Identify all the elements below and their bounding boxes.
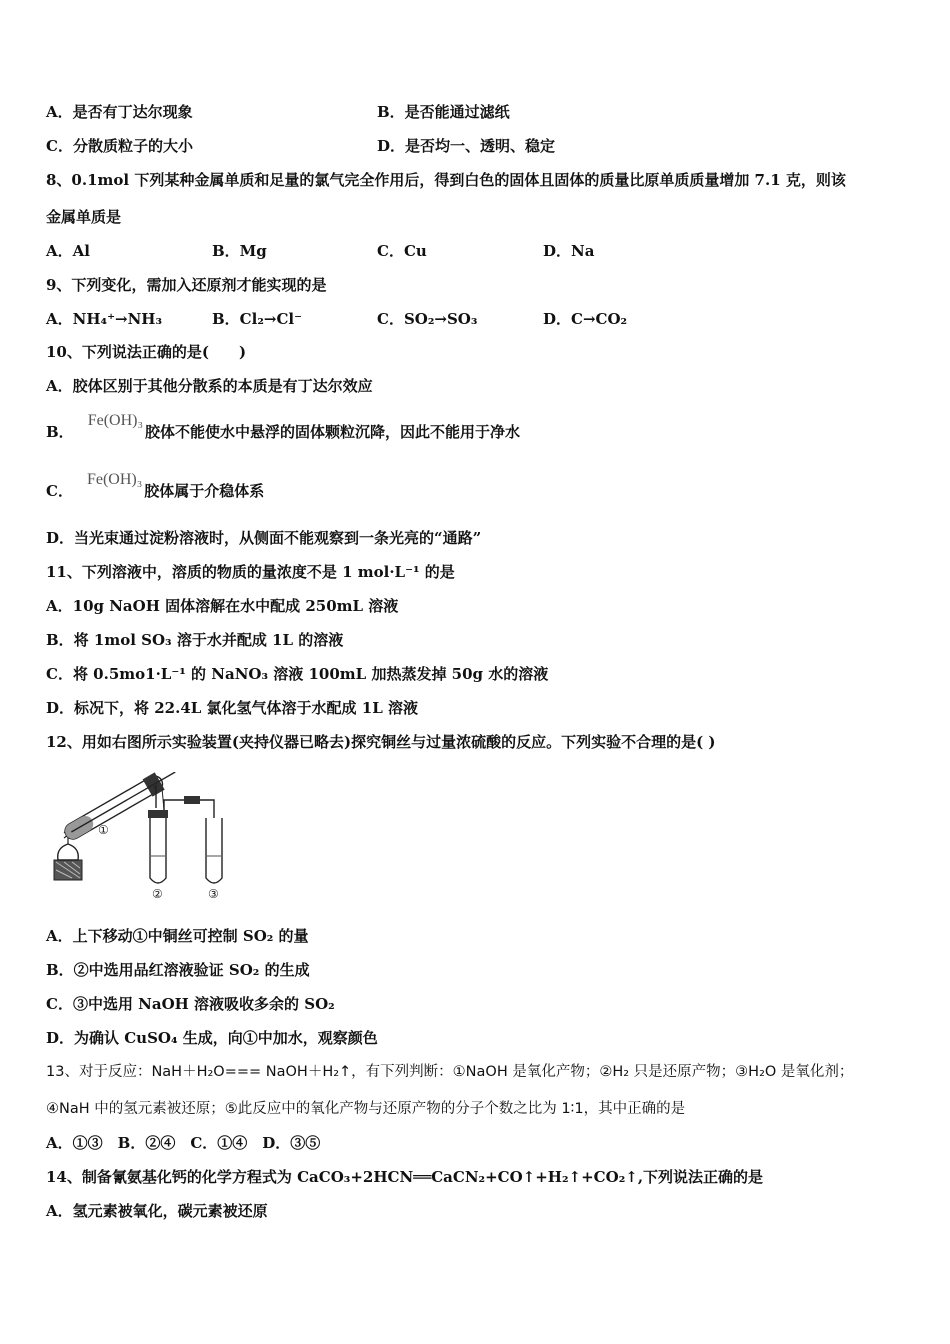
- label-2: ②: [152, 887, 163, 900]
- option-label: B．: [46, 423, 74, 441]
- q10-option-b: [46, 412, 521, 443]
- q7-option-b: B．是否能通过滤纸: [377, 103, 510, 121]
- q9-option-d: D．C→CO₂: [543, 310, 628, 328]
- q8-option-c: C．Cu: [377, 242, 427, 260]
- q11-option-a: A．10g NaOH 固体溶解在水中配成 250mL 溶液: [46, 597, 399, 615]
- q11-stem: 11、下列溶液中，溶质的物质的量浓度不是 1 mol·L⁻¹ 的是: [46, 563, 455, 581]
- q7-option-a: A．是否有丁达尔现象: [46, 103, 193, 121]
- q10-stem: 10、下列说法正确的是( ): [46, 343, 247, 361]
- q8-option-b: B．Mg: [212, 242, 267, 260]
- q9-option-b: B．Cl₂→Cl⁻: [212, 310, 303, 328]
- q12-option-b: B．②中选用品红溶液验证 SO₂ 的生成: [46, 961, 310, 979]
- q12-stem: 12、用如右图所示实验装置(夹持仪器已略去)探究铜丝与过量浓硫酸的反应。下列实验不合理的是( ): [46, 733, 716, 751]
- q12-option-a: A．上下移动①中铜丝可控制 SO₂ 的量: [46, 927, 309, 945]
- q10-option-c: [46, 471, 265, 502]
- q14-option-a: A．氢元素被氧化，碳元素被还原: [46, 1202, 268, 1220]
- fe-oh3-formula: Fe(OH)₃: [87, 412, 144, 429]
- q10-option-d: D．当光束通过淀粉溶液时，从侧面不能观察到一条光亮的“通路”: [46, 529, 482, 547]
- label-3: ③: [208, 887, 219, 900]
- tube-2-stopper: [148, 810, 168, 818]
- q10-option-a: A．胶体区别于其他分散系的本质是有丁达尔效应: [46, 377, 373, 395]
- q13-stem-line2: ④NaH 中的氢元素被还原；⑤此反应中的氧化产物与还原产物的分子个数之比为 1∶1，其中正确的是: [46, 1101, 686, 1117]
- tube-3: [206, 818, 222, 883]
- q12-option-c: C．③中选用 NaOH 溶液吸收多余的 SO₂: [46, 995, 335, 1013]
- q13-stem-line1: 13、对于反应：NaH＋H₂O=== NaOH＋H₂↑，有下列判断：①NaOH 是氧化产物；②H₂ 只是还原产物；③H₂O 是氧化剂；: [46, 1064, 854, 1080]
- q13-options: A．①③ B．②④ C．①④ D．③⑤: [46, 1134, 321, 1152]
- tube-2: [150, 814, 166, 883]
- q8-stem-line2: 金属单质是: [46, 208, 122, 226]
- label-1: ①: [98, 823, 109, 837]
- option-text: 胶体属于介稳体系: [144, 482, 265, 500]
- q7-option-d: D．是否均一、透明、稳定: [377, 137, 556, 155]
- q8-option-d: D．Na: [543, 242, 595, 260]
- q9-option-c: C．SO₂→SO₃: [377, 310, 478, 328]
- q14-stem: 14、制备氰氨基化钙的化学方程式为 CaCO₃+2HCN══CaCN₂+CO↑+H₂↑+CO₂↑,下列说法正确的是: [46, 1168, 764, 1186]
- q9-stem: 9、下列变化，需加入还原剂才能实现的是: [46, 276, 327, 294]
- option-text: 胶体不能使水中悬浮的固体颗粒沉降，因此不能用于净水: [145, 423, 521, 441]
- q9-option-a: A．NH₄⁺→NH₃: [46, 310, 163, 328]
- q8-stem-line1: 8、0.1mol 下列某种金属单质和足量的氯气完全作用后，得到白色的固体且固体的质量比原单质质量增加 7.1 克，则该: [46, 171, 846, 189]
- rubber-joint: [184, 796, 200, 804]
- experiment-apparatus-figure: [46, 772, 236, 900]
- fe-oh3-formula: Fe(OH)₃: [86, 471, 143, 488]
- alcohol-lamp: [58, 844, 79, 860]
- q8-option-a: A．Al: [46, 242, 90, 260]
- q11-option-c: C．将 0.5mo1·L⁻¹ 的 NaNO₃ 溶液 100mL 加热蒸发掉 50g 水的溶液: [46, 665, 549, 683]
- q7-option-c: C．分散质粒子的大小: [46, 137, 193, 155]
- q11-option-b: B．将 1mol SO₃ 溶于水并配成 1L 的溶液: [46, 631, 344, 649]
- q12-option-d: D．为确认 CuSO₄ 生成，向①中加水，观察颜色: [46, 1029, 378, 1047]
- option-label: C．: [46, 482, 73, 500]
- q11-option-d: D．标况下，将 22.4L 氯化氢气体溶于水配成 1L 溶液: [46, 699, 418, 717]
